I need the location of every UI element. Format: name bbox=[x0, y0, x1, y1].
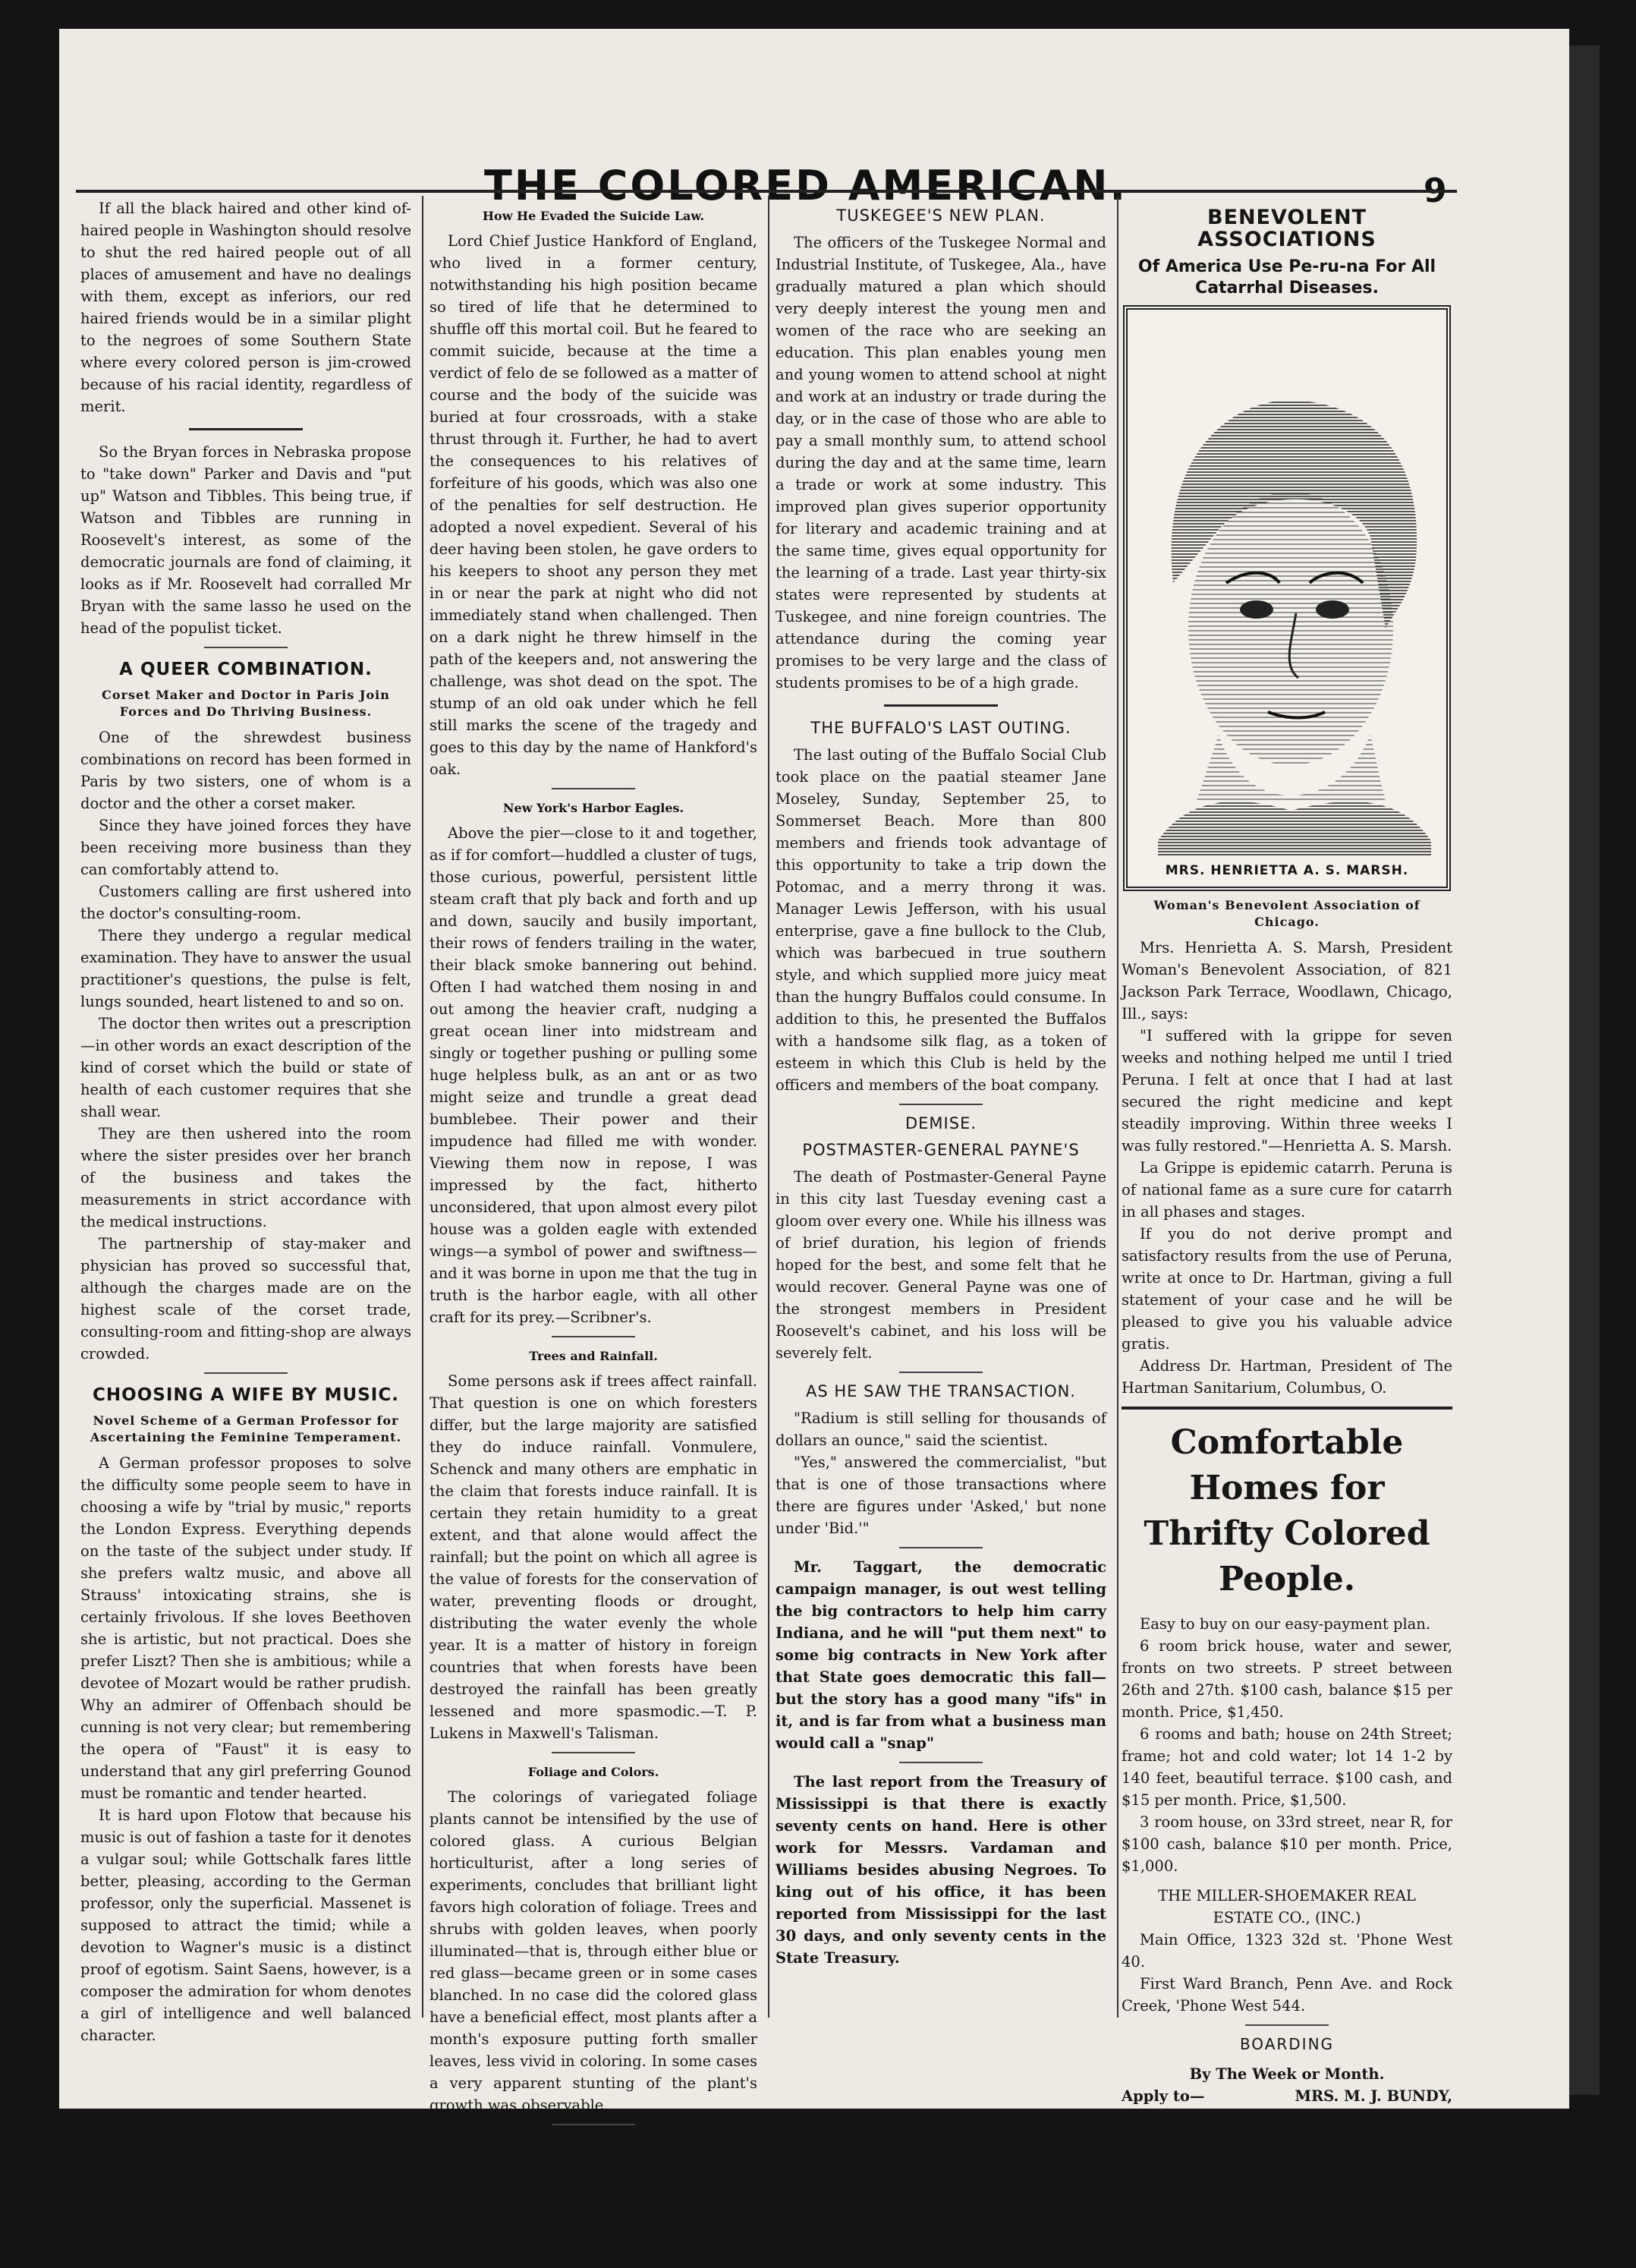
column-4 bbox=[1122, 206, 1452, 2129]
section-divider bbox=[899, 1104, 983, 1105]
section-divider bbox=[189, 428, 303, 430]
boarding-apply: Apply to— bbox=[1122, 2087, 1205, 2105]
paragraph: Mr. Taggart, the democratic campaign manager, is out west telling the big contractors to help him carry Indiana, and he will "put them next" to some big contracts in New York after that State goes democratic this fall—but the story has a good many "ifs" in it, and is far from what a business man would call a "snap" bbox=[776, 1558, 1106, 1752]
section-divider bbox=[552, 1752, 635, 1753]
article-subtitle: Corset Maker and Doctor in Paris Join Forces and Do Thriving Business. bbox=[102, 688, 390, 719]
paragraph: A German professor proposes to solve the difficulty some people seem to have in choosing a wife by "trial by music," reports the London Express. Everything depends on the taste of the subject under study. If she prefers waltz music, and above all Strauss' intoxicating strains, she is certainly frivolous. If she loves Beethoven she is artistic, but not practical. Does she prefer Liszt? Then she is ambitious; while a devotee of Mozart would be rather prudish. Why an admirer of Offenbach should be cunning is not very clear; but remembering the opera of "Faust" it is easy to understand that any girl preferring Gounod must be romantic and tender hearted. bbox=[80, 1454, 411, 1802]
portrait-illustration bbox=[1128, 310, 1446, 887]
ad-headline: Comfortable Homes for Thrifty Colored People. bbox=[1144, 1423, 1430, 1599]
article-subtitle: Novel Scheme of a German Professor for Ascertaining the Feminine Temperament. bbox=[90, 1413, 402, 1444]
paragraph: If you do not derive prompt and satisfactory results from the use of Peruna, write at once to Dr. Hartman, giving a full statement of your case and he will be pleased to give you his valuable advice gratis. bbox=[1122, 1225, 1452, 1353]
section-divider bbox=[899, 1762, 983, 1763]
paragraph: Customers calling are first ushered into the doctor's consulting-room. bbox=[80, 883, 411, 922]
section-divider bbox=[204, 647, 288, 648]
paragraph: Lord Chief Justice Hankford of England, who lived in a former century, notwithstanding his high position became so tired of life that he determined to shuffle off this mortal coil. But he feared to commit suicide, because at the time a verdict of felo de se followed as a matter of course and the body of the suicide was buried at four crossroads, with a stake thrust through it. Further, he had to avert the consequences to his relatives of forfeiture of his goods, which was also one of the penalties for self destruction. He adopted a novel expedient. Several of his deer having been stolen, he gave orders to his keepers to shoot any person they met in or near the park at night who did not immediately stand when challenged. Then on a dark night he threw himself in the path of the keepers and, not answering the challenge, was shot dead on the spot. The stump of an old oak under which he fell still marks the scene of the tragedy and goes to this day by the name of Hankford's oak. bbox=[429, 232, 757, 778]
section-divider bbox=[1245, 2024, 1329, 2026]
article-title: Why Popcorn Pops. bbox=[527, 2137, 659, 2151]
boarding-title: BOARDING bbox=[1239, 2035, 1335, 2053]
paragraph: 6 rooms and bath; house on 24th Street; frame; hot and cold water; lot 14 1-2 by 140 feet, beautiful terrace. $100 cash, and $15 per month. Price, $1,500. bbox=[1122, 1725, 1452, 1809]
page-number: 9 bbox=[1424, 172, 1447, 210]
column-divider bbox=[768, 196, 769, 2018]
article-title: Trees and Rainfall. bbox=[529, 1349, 658, 1363]
column-1 bbox=[80, 197, 411, 2046]
section-divider bbox=[884, 704, 998, 707]
paragraph: The partnership of stay-maker and physician has proved so successful that, although the charges made are on the highest scale of the corset trade, consulting-room and fitting-shop are always crowded. bbox=[80, 1235, 411, 1362]
column-divider bbox=[1117, 196, 1118, 2018]
paragraph: The death of Postmaster-General Payne in this city last Tuesday evening cast a gloom over every one. While his illness was of brief duration, his legion of friends hoped for the best, and some felt that he would recover. General Payne was one of the strongest members in President Roosevelt's cabinet, and his loss will be severely felt. bbox=[776, 1168, 1106, 1362]
masthead-title: THE COLORED AMERICAN. bbox=[484, 162, 1128, 209]
portrait-engraving bbox=[1123, 305, 1451, 891]
article-title: CHOOSING A WIFE BY MUSIC. bbox=[93, 1385, 399, 1405]
paragraph: So the Bryan forces in Nebraska propose to "take down" Parker and Davis and "put up" Watson and Tibbles. This being true, if Watson and Tibbles are running in Roosevelt's interest, as some of the democratic journals are fond of claiming, it looks as if Mr. Roosevelt had corralled Mr Bryan with the same lasso he used on the head of the populist ticket. bbox=[80, 443, 411, 637]
paragraph: Address Dr. Hartman, President of The Hartman Sanitarium, Columbus, O. bbox=[1122, 1357, 1452, 1397]
column-2 bbox=[429, 197, 757, 2268]
paragraph: "Radium is still selling for thousands of dollars an ounce," said the scientist. bbox=[776, 1410, 1106, 1449]
office-address: Main Office, 1323 32d st. 'Phone West 40. bbox=[1122, 1931, 1452, 1970]
paragraph: Why does popcorn pop? The department of agriculture answers the question, which was propounded to it by a small boy. Popcorn pops by reason of the volatilization of the oil contained bbox=[429, 2160, 757, 2266]
paragraph: Easy to buy on our easy-payment plan. bbox=[1140, 1615, 1431, 1633]
article-title: DEMISE. bbox=[905, 1114, 977, 1132]
paragraph: La Grippe is epidemic catarrh. Peruna is of national fame as a sure cure for catarrh in all phases and stages. bbox=[1122, 1159, 1452, 1221]
article-title: New York's Harbor Eagles. bbox=[502, 801, 684, 815]
article-title: How He Evaded the Suicide Law. bbox=[482, 209, 705, 223]
article-title: POSTMASTER-GENERAL PAYNE'S bbox=[802, 1141, 1080, 1159]
paragraph: The colorings of variegated foliage plants cannot be intensified by the use of colored glass. A curious Belgian horticulturist, after a long series of experiments, concludes that brilliant light favors high coloration of foliage. Trees and shrubs with golden leaves, when poorly illuminated—that is, through either blue or red glass—became green or in some cases blanched. In no case did the colored glass have a beneficial effect, most plants after a month's exposure putting forth smaller leaves, less vivid in coloring. In some cases a very apparent stunting of the plant's growth was observable. bbox=[429, 1788, 757, 2114]
boarding-contact-name: MRS. M. J. BUNDY, bbox=[1295, 2087, 1452, 2105]
portrait-subcaption: Woman's Benevolent Association of Chicago. bbox=[1153, 898, 1420, 929]
company-name: THE MILLER-SHOEMAKER REAL bbox=[1158, 1887, 1416, 1904]
paragraph: One of the shrewdest business combinations on record has been formed in Paris by two sisters, one of whom is a doctor and the other a corset maker. bbox=[80, 729, 411, 812]
section-divider bbox=[552, 788, 635, 789]
section-divider bbox=[552, 1336, 635, 1337]
boarding-address: 941 T St., N. W. bbox=[1324, 2109, 1452, 2127]
ad-title: BENEVOLENT ASSOCIATIONS bbox=[1197, 206, 1376, 251]
paragraph: The last outing of the Buffalo Social Club took place on the paatial steamer Jane Moseley, Sunday, September 25, to Sommerset Beach. More than 800 members and friends took advantage of this opportunity to take a trip down the Potomac, and a merry throng it was. Manager Lewis Jefferson, with his usual enterprise, gave a fine bullock to the Club, which was barbecued in true southern style, and which supplied more juicy meat than the hungry Buffalos could consume. In addition to this, he presented the Buffalos with a handsome silk flag, as a token of esteem in which this Club is held by the officers and members of the boat company. bbox=[776, 746, 1106, 1094]
section-divider bbox=[899, 1372, 983, 1373]
paragraph: Since they have joined forces they have been receiving more business than they can comfortably attend to. bbox=[80, 817, 411, 878]
company-name-line2: ESTATE CO., (INC.) bbox=[1213, 1909, 1361, 1926]
paragraph: If all the black haired and other kind of-haired people in Washington should resolve to shut the red haired people out of all places of amusement and have no dealings with them, except as inferiors, our red haired friends would be in a similar plight to the negroes of some Southern State where every colored person is jim-crowed because of his racial identity, regardless of merit. bbox=[80, 200, 411, 415]
article-title: TUSKEGEE'S NEW PLAN. bbox=[836, 206, 1046, 225]
paragraph: "Yes," answered the commercialist, "but that is one of those transactions where there are figures under 'Asked,' but none under 'Bid.'" bbox=[776, 1454, 1106, 1537]
paragraph: The doctor then writes out a prescription—in other words an exact description of the kind of corset which the build or state of health of each customer requires that she shall wear. bbox=[80, 1015, 411, 1120]
paragraph: It is hard upon Flotow that because his music is out of fashion a taste for it denotes a vulgar soul; while Gottschalk fares little better, pleasing, according to the German professor, only the superficial. Massenet is supposed to attract the timid; while a devotion to Wagner's music is a distinct proof of egotism. Saint Saens, however, is a composer the admiration for whom denotes a girl of intelligence and well balanced character. bbox=[80, 1807, 411, 2044]
paragraph: 6 room brick house, water and sewer, fronts on two streets. P street between 26th and 27th. $100 cash, balance $15 per month. Price, $1,450. bbox=[1122, 1637, 1452, 1721]
office-address: First Ward Branch, Penn Ave. and Rock Creek, 'Phone West 544. bbox=[1122, 1975, 1452, 2014]
article-title: THE BUFFALO'S LAST OUTING. bbox=[810, 719, 1071, 737]
paragraph: They are then ushered into the room where the sister presides over her branch of the business and takes the measurements in strict accordance with the medical instructions. bbox=[80, 1125, 411, 1230]
section-divider bbox=[899, 1547, 983, 1548]
article-title: AS HE SAW THE TRANSACTION. bbox=[805, 1382, 1076, 1400]
paragraph: Mrs. Henrietta A. S. Marsh, President Woman's Benevolent Association, of 821 Jackson Park Terrace, Woodlawn, Chicago, Ill., says: bbox=[1122, 939, 1452, 1022]
paragraph: There they undergo a regular medical examination. They have to answer the usual practitioner's questions, the pulse is felt, lungs sounded, heart listened to and so on. bbox=[80, 927, 411, 1010]
masthead-rule bbox=[76, 190, 1457, 193]
portrait-caption: MRS. HENRIETTA A. S. MARSH. bbox=[1165, 863, 1409, 878]
column-divider bbox=[422, 196, 423, 2018]
column-3 bbox=[776, 197, 1106, 1969]
binding-edge bbox=[1569, 46, 1600, 2095]
paragraph: The officers of the Tuskegee Normal and Industrial Institute, of Tuskegee, Ala., have gradually matured a plan which should very deeply interest the young men and women of the race who are seeking an education. This plan enables young men and young women to attend school at night and work at an industry or trade during the day, or in the case of those who are able to pay a small monthly sum, to attend school during the day and at the same time, learn a trade or work at some industry. This improved plan gives superior opportunity for literary and academic training and at the same time, gives equal opportunity for the learning of a trade. Last year thirty-six states were represented by students at Tuskegee, and nine foreign countries. The attendance during the coming year promises to be very large and the class of students promises to be of a high grade. bbox=[776, 234, 1106, 691]
ad-subtitle: Of America Use Pe-ru-na For All Catarrhal Diseases. bbox=[1137, 257, 1436, 298]
paragraph: Above the pier—close to it and together, as if for comfort—huddled a cluster of tugs, those curious, powerful, persistent little steam craft that ply back and forth and up and down, saucily and busily important, their rows of fenders trailing in the water, their black smoke bannering out behind. Often I had watched them nosing in and out among the heavier craft, nudging a great ocean liner into midstream and singly or together pushing or pulling some huge helpless bulk, as an ant or as two might seize and trundle a great dead bumblebee. Their power and their impudence had filled me with wonder. Viewing them now in repose, I was impressed by the fact, hitherto unconsidered, that upon almost every pilot house was a golden eagle with extended wings—a symbol of power and swiftness—and it was borne in upon me that the tug in truth is the harbor eagle, with all other craft for its prey.—Scribner's. bbox=[429, 824, 757, 1326]
article-title: A QUEER COMBINATION. bbox=[119, 660, 373, 679]
paragraph: Some persons ask if trees affect rainfall. That question is one on which foresters differ, but the large majority are satisfied they do induce rainfall. Vonmulere, Schenck and many others are emphatic in the claim that forests induce rainfall. It is certain they retain humidity to a great extent, and that alone would affect the rainfall; but the point on which all agree is the value of forests for the conservation of water, preventing floods or drought, distributing the water evenly the whole year. It is a matter of history in foreign countries that when forests have been destroyed the rainfall has been greatly lessened and more spasmodic.—T. P. Lukens in Maxwell's Talisman. bbox=[429, 1372, 757, 1742]
section-divider bbox=[204, 1372, 288, 1374]
paragraph: 3 room house, on 33rd street, near R, for $100 cash, balance $10 per month. Price, $1,000. bbox=[1122, 1813, 1452, 1875]
boarding-terms: By The Week or Month. bbox=[1189, 2065, 1385, 2083]
ad-divider bbox=[1122, 1406, 1452, 1410]
article-title: Foliage and Colors. bbox=[527, 1765, 659, 1779]
paragraph: "I suffered with la grippe for seven weeks and nothing helped me until I tried Peruna. I felt at once that I had at last secured the right medicine and kept steadily improving. Within three weeks I was fully restored."—Henrietta A. S. Marsh. bbox=[1122, 1027, 1452, 1154]
paragraph: The last report from the Treasury of Mississippi is that there is exactly seventy cents on hand. Here is other work for Messrs. Vardaman and Williams besides abusing Negroes. To king out of his office, it has been reported from Mississippi for the last 30 days, and only seventy cents in the State Treasury. bbox=[776, 1773, 1106, 1967]
